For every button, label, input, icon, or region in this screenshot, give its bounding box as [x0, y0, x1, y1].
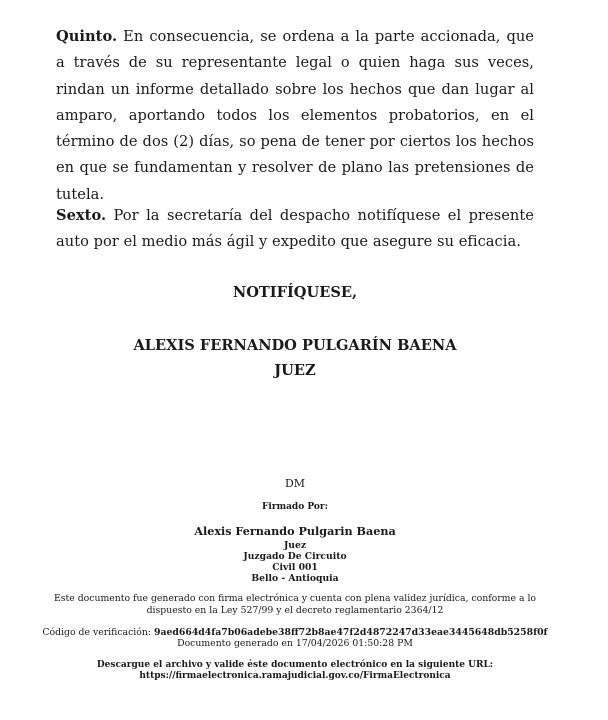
signer-location: Bello - Antioquia	[251, 573, 339, 584]
legal-notice: Este documento fue generado con firma electrónica y cuenta con plena validez jurídica, conforme a lo dispuesto en la Ley 527/99 y el decreto reglamentario 2364/12	[53, 593, 537, 616]
paragraph-quinto-label: Quinto.	[56, 28, 118, 45]
judge-role: JUEZ	[274, 362, 316, 379]
signer-name: Alexis Fernando Pulgarin Baena	[194, 524, 396, 538]
signed-by-label: Firmado Por:	[262, 502, 328, 512]
verification-code: 9aed664d4fa7b06adebe38ff72b8ae47f2d4872247d33eae3445648db5258f0f	[153, 627, 548, 638]
paragraph-sexto-label: Sexto.	[56, 207, 107, 224]
judge-name: ALEXIS FERNANDO PULGARÍN BAENA	[133, 337, 457, 354]
verification-code-label: Código de verificación:	[42, 627, 151, 638]
generated-timestamp: Documento generado en 17/04/2026 01:50:28 PM	[177, 638, 413, 649]
signer-court: Juzgado De Circuito	[243, 551, 347, 562]
signer-court-number: Civil 001	[272, 562, 318, 573]
download-instructions: Descargue el archivo y valide éste documento electrónico en la siguiente URL:	[96, 660, 494, 670]
clerk-initials: DM	[284, 477, 306, 490]
paragraph-quinto	[56, 24, 534, 208]
paragraph-sexto	[56, 203, 534, 256]
paragraph-quinto-text: En consecuencia, se ordena a la parte accionada, que a través de su representante legal o quien haga sus veces, rindan un informe detallado sobre los hechos que dan lugar al amparo, aportando todos los elementos probatorios, en el término de dos (2) días, so pena de tener por ciertos los hechos en que se fundamentan y resolver de plano las pretensiones de tutela.	[56, 28, 534, 203]
validation-url[interactable]: https://firmaelectronica.ramajudicial.gov.co/FirmaElectronica	[139, 671, 451, 681]
paragraph-sexto-text: Por la secretaría del despacho notifíquese el presente auto por el medio más ágil y expedito que asegure su eficacia.	[56, 207, 534, 251]
signer-position: Juez	[283, 540, 307, 551]
closing-notify: NOTIFÍQUESE,	[232, 284, 358, 301]
